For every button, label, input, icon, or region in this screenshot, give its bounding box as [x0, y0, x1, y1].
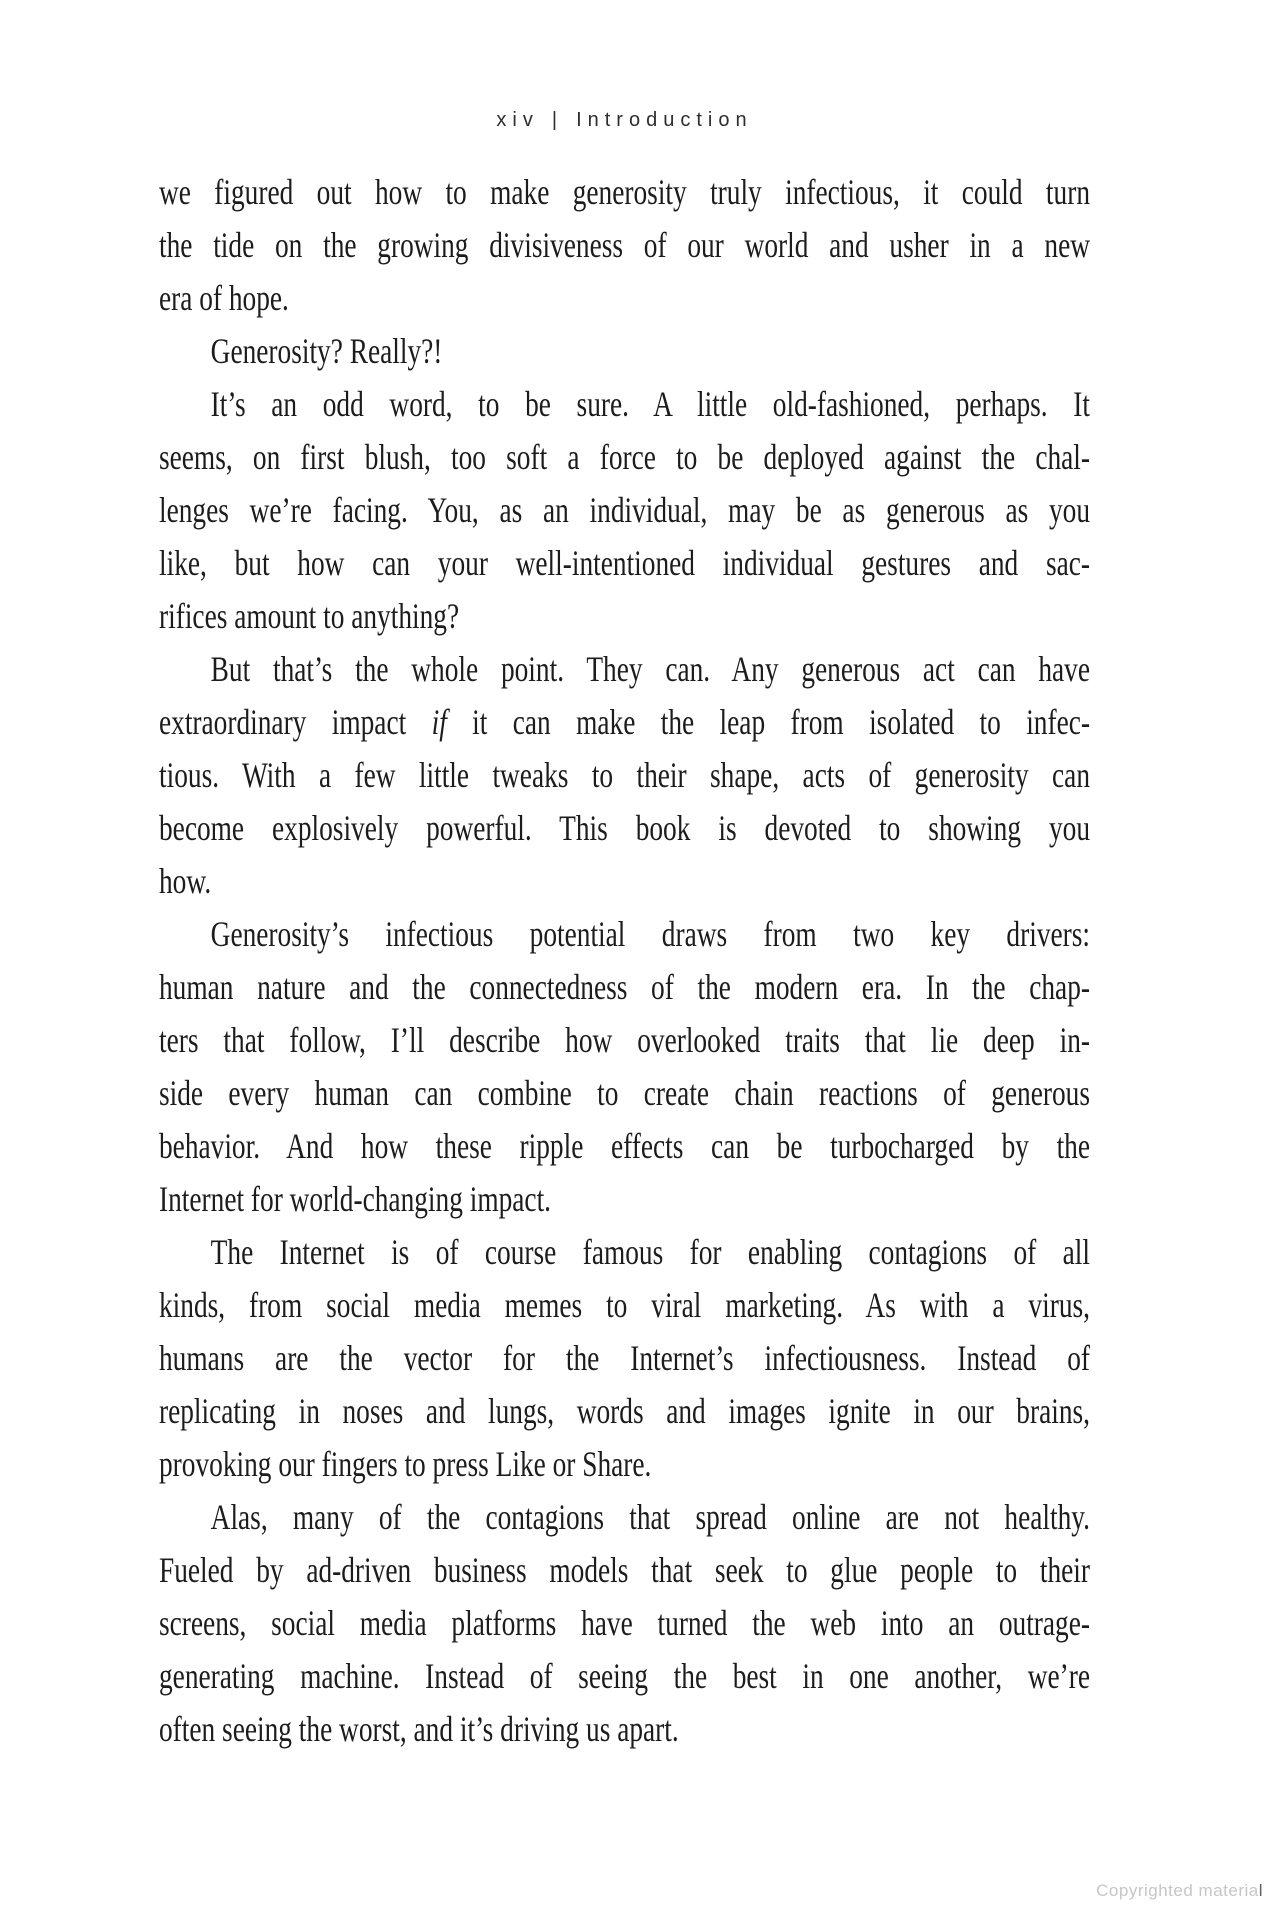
- text-line: like, but how can your well-intentioned individual gestures and sac-: [159, 543, 1090, 583]
- text-line: Fueled by ad-driven business models that seek to glue people to their: [159, 1550, 1090, 1590]
- text-line: behavior. And how these ripple effects can be turbocharged by the: [159, 1126, 1090, 1166]
- text-line: rifices amount to anything?: [159, 596, 460, 636]
- text-line: Generosity’s infectious potential draws from two key drivers:: [210, 914, 1090, 954]
- text-line: extraordinary impact if it can make the leap from isolated to infec-: [159, 702, 1091, 742]
- header-title: Introduction: [576, 109, 753, 131]
- text-line: screens, social media platforms have turned the web into an outrage-: [159, 1603, 1090, 1643]
- text-line: human nature and the connectedness of the modern era. In the chap-: [159, 967, 1090, 1007]
- text-line: The Internet is of course famous for enabling contagions of all: [210, 1232, 1090, 1272]
- text-line: side every human can combine to create chain reactions of generous: [159, 1073, 1090, 1113]
- watermark: [1096, 1881, 1263, 1901]
- text-line: era of hope.: [159, 278, 289, 318]
- watermark-last-char: l: [1258, 1881, 1263, 1900]
- text-line: ters that follow, I’ll describe how overlooked traits that lie deep in-: [159, 1020, 1090, 1060]
- text-line: seems, on first blush, too soft a force to be deployed against the chal-: [159, 437, 1090, 477]
- text-line: lenges we’re facing. You, as an individual, may be as generous as you: [159, 490, 1090, 530]
- text-line: become explosively powerful. This book is devoted to showing you: [159, 808, 1090, 848]
- paragraph: [159, 325, 1090, 378]
- text-line: provoking our fingers to press Like or Share.: [159, 1444, 652, 1484]
- text-line: often seeing the worst, and it’s driving us apart.: [159, 1709, 679, 1749]
- text-line: the tide on the growing divisiveness of our world and usher in a new: [159, 225, 1090, 265]
- text-line: Alas, many of the contagions that spread online are not healthy.: [210, 1497, 1090, 1537]
- text-line: generating machine. Instead of seeing the best in one another, we’re: [159, 1656, 1090, 1696]
- text-line: tious. With a few little tweaks to their shape, acts of generosity can: [159, 755, 1090, 795]
- text-line: But that’s the whole point. They can. Any generous act can have: [210, 649, 1090, 689]
- text-line: kinds, from social media memes to viral marketing. As with a virus,: [159, 1285, 1090, 1325]
- watermark-text: Copyrighted materia: [1096, 1881, 1259, 1900]
- paragraph: [159, 643, 1090, 908]
- folio-number: xiv: [496, 109, 539, 131]
- text-line: Internet for world-changing impact.: [159, 1179, 552, 1219]
- text-line: replicating in noses and lungs, words and images ignite in our brains,: [159, 1391, 1090, 1431]
- text-line: how.: [159, 861, 212, 901]
- paragraph: [159, 908, 1090, 1226]
- paragraph: [159, 1226, 1090, 1491]
- running-head: [159, 106, 1090, 134]
- paragraph: [159, 166, 1090, 325]
- text-line: humans are the vector for the Internet’s infectiousness. Instead of: [159, 1338, 1090, 1378]
- paragraph: [159, 1491, 1090, 1756]
- text-line: It’s an odd word, to be sure. A little old-fashioned, perhaps. It: [210, 384, 1090, 424]
- paragraph: [159, 378, 1090, 643]
- text-line: Generosity? Really?!: [210, 331, 443, 371]
- text-line: we figured out how to make generosity truly infectious, it could turn: [159, 172, 1090, 212]
- header-separator: |: [551, 109, 564, 131]
- body-text-column: [159, 166, 1090, 1756]
